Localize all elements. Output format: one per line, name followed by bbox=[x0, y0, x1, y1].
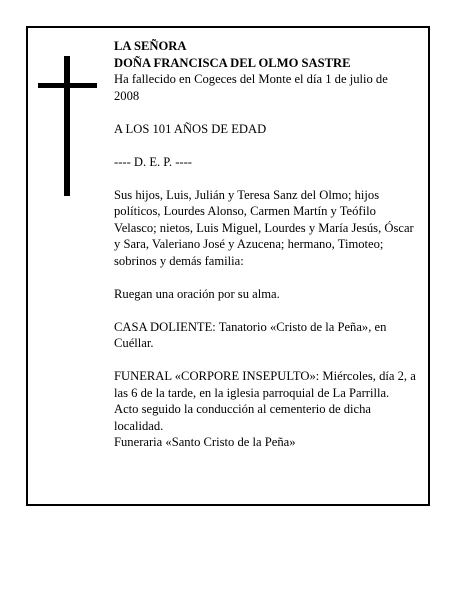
funeral-info: FUNERAL «CORPORE INSEPULTO»: Miércoles, día 2, a las 6 de la tarde, en la iglesia parroquial de La Parrilla. Acto seguido la conducción al cementerio de dicha localidad. bbox=[114, 369, 416, 433]
cross-vertical-bar bbox=[64, 56, 70, 196]
obituary-text bbox=[114, 38, 416, 451]
house-of-mourning: CASA DOLIENTE: Tanatorio «Cristo de la Peña», en Cuéllar. bbox=[114, 319, 387, 350]
deceased-name: DOÑA FRANCISCA DEL OLMO SASTRE bbox=[114, 55, 351, 70]
age-line: A LOS 101 AÑOS DE EDAD bbox=[114, 121, 267, 136]
cross-horizontal-bar bbox=[38, 83, 97, 88]
death-info: Ha fallecido en Cogeces del Monte el día 1 de julio de 2008 bbox=[114, 72, 388, 103]
funeral-home: Funeraria «Santo Cristo de la Peña» bbox=[114, 435, 296, 449]
rip-line: ---- D. E. P. ---- bbox=[114, 154, 192, 169]
family-paragraph: Sus hijos, Luis, Julián y Teresa Sanz del Olmo; hijos políticos, Lourdes Alonso, Carmen Martín y Teófilo Velasco; nietos, Luis Miguel, Lourdes y María Jesús, Óscar y Sara, Valeriano José y Azucena; hermano, Timoteo; sobrinos y demás familia: bbox=[114, 187, 414, 268]
honorific-title: LA SEÑORA bbox=[114, 39, 187, 53]
prayer-line: Ruegan una oración por su alma. bbox=[114, 286, 280, 301]
